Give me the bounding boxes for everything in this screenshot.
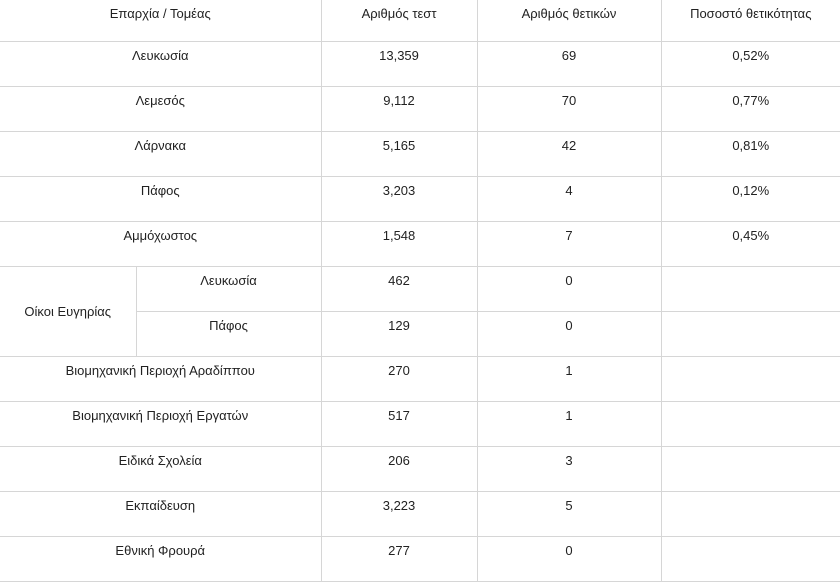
row-subregion: Λευκωσία bbox=[136, 266, 321, 311]
row-tests: 5,165 bbox=[321, 131, 477, 176]
row-positives: 0 bbox=[477, 536, 661, 581]
row-rate: 0,77% bbox=[661, 86, 840, 131]
table-row bbox=[0, 221, 840, 266]
row-rate bbox=[661, 446, 840, 491]
row-rate: 0,52% bbox=[661, 41, 840, 86]
row-tests: 3,203 bbox=[321, 176, 477, 221]
table-row bbox=[0, 131, 840, 176]
row-tests: 1,548 bbox=[321, 221, 477, 266]
header-row bbox=[0, 0, 840, 41]
row-region: Βιομηχανική Περιοχή Αραδίππου bbox=[0, 356, 321, 401]
row-tests: 462 bbox=[321, 266, 477, 311]
table-row bbox=[0, 41, 840, 86]
table-row bbox=[0, 401, 840, 446]
row-region: Λευκωσία bbox=[0, 41, 321, 86]
row-positives: 42 bbox=[477, 131, 661, 176]
row-positives: 0 bbox=[477, 311, 661, 356]
table-row bbox=[0, 491, 840, 536]
row-positives: 70 bbox=[477, 86, 661, 131]
row-tests: 270 bbox=[321, 356, 477, 401]
row-region: Εκπαίδευση bbox=[0, 491, 321, 536]
row-subregion: Πάφος bbox=[136, 311, 321, 356]
row-positives: 1 bbox=[477, 401, 661, 446]
row-tests: 517 bbox=[321, 401, 477, 446]
row-rate bbox=[661, 491, 840, 536]
row-positives: 5 bbox=[477, 491, 661, 536]
row-region: Βιομηχανική Περιοχή Εργατών bbox=[0, 401, 321, 446]
row-positives: 69 bbox=[477, 41, 661, 86]
table-header bbox=[0, 0, 840, 41]
row-positives: 4 bbox=[477, 176, 661, 221]
table-row bbox=[0, 356, 840, 401]
row-rate bbox=[661, 356, 840, 401]
row-tests: 13,359 bbox=[321, 41, 477, 86]
row-tests: 9,112 bbox=[321, 86, 477, 131]
care-homes-label: Οίκοι Ευγηρίας bbox=[0, 266, 136, 356]
row-positives: 1 bbox=[477, 356, 661, 401]
header-region: Επαρχία / Τομέας bbox=[0, 0, 321, 41]
table-row bbox=[0, 446, 840, 491]
header-tests: Αριθμός τεστ bbox=[321, 0, 477, 41]
row-rate: 0,45% bbox=[661, 221, 840, 266]
table-row bbox=[0, 536, 840, 581]
header-rate: Ποσοστό θετικότητας bbox=[661, 0, 840, 41]
row-positives: 0 bbox=[477, 266, 661, 311]
table-row bbox=[0, 86, 840, 131]
row-region: Λάρνακα bbox=[0, 131, 321, 176]
row-region: Πάφος bbox=[0, 176, 321, 221]
row-tests: 277 bbox=[321, 536, 477, 581]
row-region: Λεμεσός bbox=[0, 86, 321, 131]
row-positives: 3 bbox=[477, 446, 661, 491]
table-body bbox=[0, 41, 840, 581]
row-rate bbox=[661, 311, 840, 356]
table-row bbox=[0, 176, 840, 221]
row-region: Εθνική Φρουρά bbox=[0, 536, 321, 581]
row-rate: 0,81% bbox=[661, 131, 840, 176]
row-rate bbox=[661, 266, 840, 311]
row-tests: 206 bbox=[321, 446, 477, 491]
row-rate: 0,12% bbox=[661, 176, 840, 221]
header-positives: Αριθμός θετικών bbox=[477, 0, 661, 41]
row-region: Ειδικά Σχολεία bbox=[0, 446, 321, 491]
row-region: Αμμόχωστος bbox=[0, 221, 321, 266]
table-row bbox=[0, 266, 840, 311]
row-tests: 129 bbox=[321, 311, 477, 356]
row-positives: 7 bbox=[477, 221, 661, 266]
row-rate bbox=[661, 536, 840, 581]
row-tests: 3,223 bbox=[321, 491, 477, 536]
row-rate bbox=[661, 401, 840, 446]
